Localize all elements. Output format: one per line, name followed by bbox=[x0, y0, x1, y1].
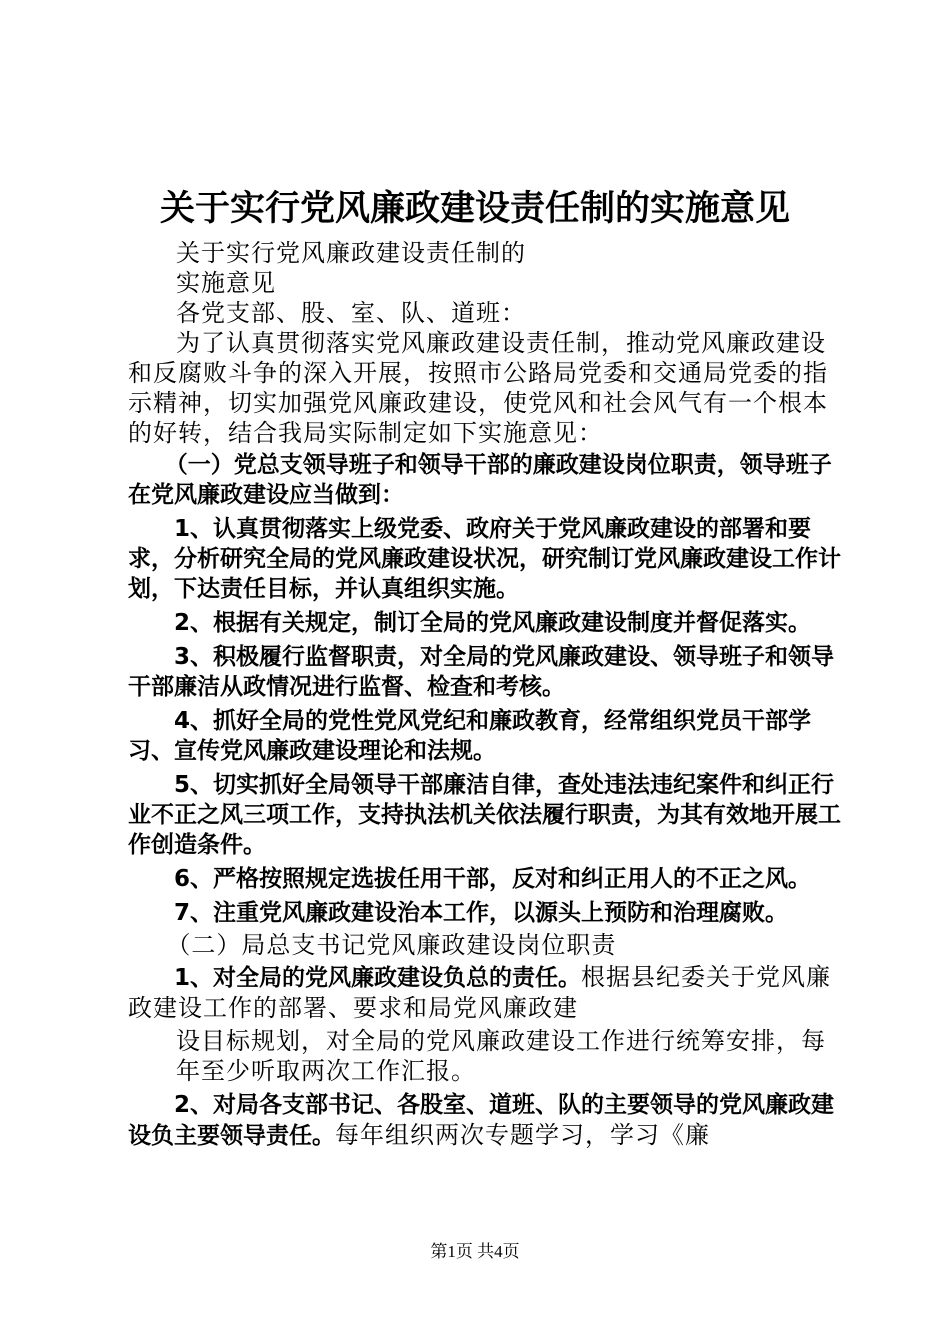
salutation: 各党支部、股、室、队、道班： bbox=[176, 299, 526, 327]
duty-2-lead: 2、对局各支部书记、各股室、道班、队的主要领导的党风廉政建设负主要领导责任。 bbox=[128, 1092, 835, 1149]
item-3: 3、积极履行监督职责，对全局的党风廉政建设、领导班子和领导干部廉洁从政情况进行监督、检查和考核。 bbox=[128, 644, 835, 700]
page-number: 第1页 共4页 bbox=[430, 1242, 520, 1261]
intro-paragraph: 为了认真贯彻落实党风廉政建设责任制，推动党风廉政建设和反腐败斗争的深入开展，按照市公路局党委和交通局党委的指示精神，切实加强党风廉政建设，使党风和社会风气有一个根本的好转，结合我局实际制定如下实施意见： bbox=[128, 329, 828, 447]
subtitle-line-2: 实施意见 bbox=[176, 269, 276, 297]
duty-2-text: 每年组织两次专题学习，学习《廉 bbox=[335, 1121, 710, 1149]
document-body bbox=[128, 238, 843, 1151]
section-heading-1: （一）党总支领导班子和领导干部的廉政建设岗位职责，领导班子在党风廉政建设应当做到： bbox=[128, 452, 832, 508]
subtitle-line-1: 关于实行党风廉政建设责任制的 bbox=[176, 239, 526, 267]
item-2: 2、根据有关规定，制订全局的党风廉政建设制度并督促落实。 bbox=[174, 610, 812, 636]
document-title: 关于实行党风廉政建设责任制的实施意见 bbox=[159, 188, 790, 229]
duty-1-continued: 设目标规划，对全局的党风廉政建设工作进行统筹安排，每年至少听取两次工作汇报。 bbox=[176, 1027, 826, 1085]
item-4: 4、抓好全局的党性党风党纪和廉政教育，经常组织党员干部学习、宣传党风廉政建设理论和法规。 bbox=[128, 708, 812, 764]
duty-2 bbox=[128, 1090, 843, 1151]
item-6: 6、严格按照规定选拔任用干部，反对和纠正用人的不正之风。 bbox=[174, 866, 812, 892]
duty-1-text: 根据县纪委关于党风廉政建设工作的部署、要求和局党风廉政建 bbox=[128, 963, 832, 1022]
section-heading-2: （二）局总支书记党风廉政建设岗位职责 bbox=[166, 931, 617, 959]
duty-1-lead: 1、对全局的党风廉政建设负总的责任。 bbox=[174, 965, 582, 991]
item-7: 7、注重党风廉政建设治本工作，以源头上预防和治理腐败。 bbox=[174, 900, 789, 926]
item-1: 1、认真贯彻落实上级党委、政府关于党风廉政建设的部署和要求，分析研究全局的党风廉政建设状况，研究制订党风廉政建设工作计划，下达责任目标，并认真组织实施。 bbox=[128, 516, 841, 602]
duty-1 bbox=[128, 962, 843, 1024]
item-5: 5、切实抓好全局领导干部廉洁自律，查处违法违纪案件和纠正行业不正之风三项工作，支持执法机关依法履行职责，为其有效地开展工作创造条件。 bbox=[128, 772, 841, 858]
